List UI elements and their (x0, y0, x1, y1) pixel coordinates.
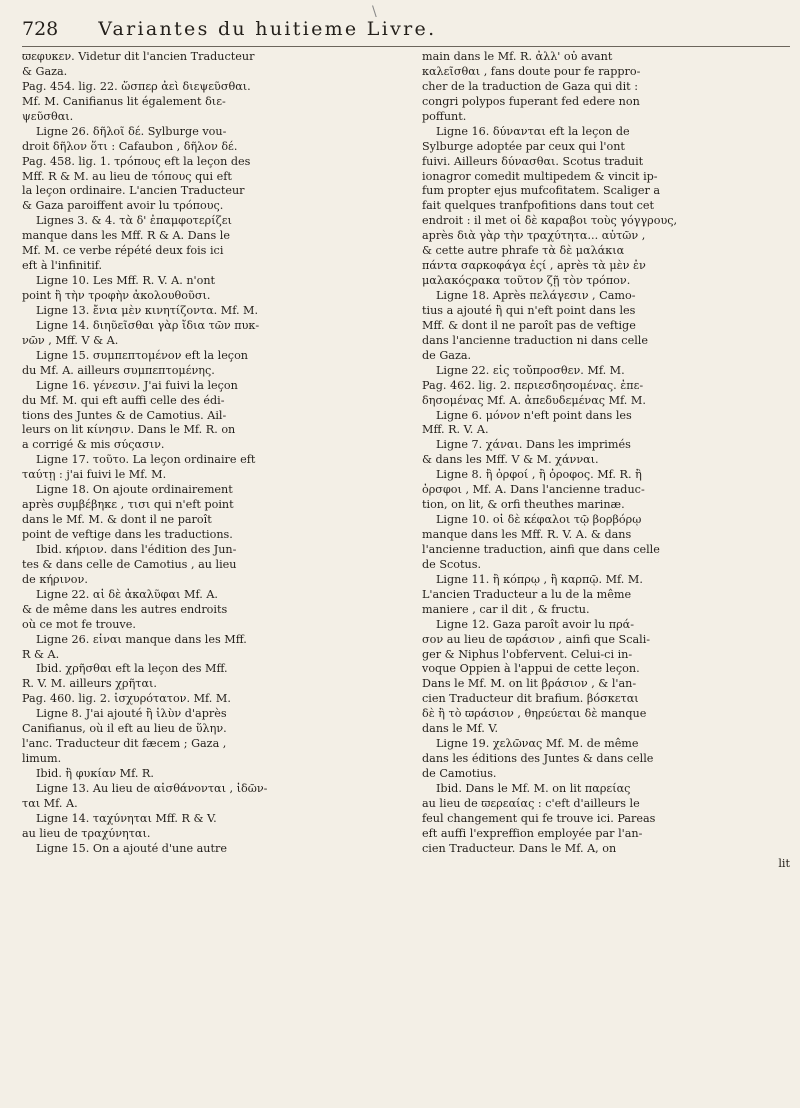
text-line: cher de la traduction de Gaza qui dit : (422, 79, 638, 93)
text-line: Mff. & dont il ne paroît pas de veftige (422, 318, 636, 332)
text-line: Ligne 19. χελῶνας Mf. M. de même (436, 737, 639, 751)
text-line: fuivi. Ailleurs δύνασθαι. Scotus traduit (422, 154, 644, 168)
text-line: maniere , car il dit , & fructu. (422, 602, 590, 616)
text-line: Mff. R & M. au lieu de τόπους qui eft (22, 169, 232, 183)
running-header (22, 18, 790, 40)
text-line: & dans les Mff. V & M. χάνναι. (422, 453, 599, 467)
text-line: Ligne 14. ταχύνηται Mff. R & V. (36, 811, 217, 825)
text-line: cien Traducteur. Dans le Mf. A, on (422, 841, 617, 855)
text-line: du Mf. M. qui eft auffi celle des édi- (22, 393, 225, 407)
text-line: Ligne 7. χάναι. Dans les imprimés (436, 438, 631, 452)
header-rule (22, 46, 790, 47)
text-line: Mf. M. Canifianus lit également διε- (22, 94, 226, 108)
text-line: Mf. M. ce verbe répété deux fois ici (22, 244, 224, 258)
text-line: Pag. 454. lig. 22. ὥσπερ ἀεὶ διεψεῦσθαι. (22, 79, 251, 93)
text-line: après συμβέβηκε , τισι qui n'eft point (22, 498, 234, 512)
text-line: main dans le Mf. R. ἀλλ' οὐ avant (422, 50, 613, 63)
text-line: Ligne 22. εἰς τοὔπροσθεν. Mf. M. (436, 363, 625, 377)
text-line: eft à l'infinitif. (22, 259, 103, 273)
text-line: l'ancienne traduction, ainfi que dans celle (422, 542, 660, 556)
left-column (22, 50, 390, 857)
text-line: tion, on lit, & orfi theuthes marinæ. (422, 498, 625, 512)
text-line: manque dans les Mff. R & A. Dans le (22, 229, 231, 243)
text-line: Lignes 3. & 4. τὰ δ' ἐπαμφοτερίζει (36, 214, 232, 228)
text-line: fum propter ejus mufcofitatem. Scaliger a (422, 184, 661, 198)
page-number: 728 (22, 18, 59, 40)
text-line: feul changement qui fe trouve ici. Pareas (422, 811, 656, 825)
text-line: Ligne 14. διηῦεῖσθαι γὰρ ἴδια τῶν πυκ- (36, 318, 260, 332)
text-line: Pag. 462. lig. 2. περιεσδησομένας. ἐπε- (422, 378, 644, 392)
text-line: de Camotius. (422, 767, 497, 780)
text-line: poffunt. (422, 109, 467, 123)
text-line: point de veftige dans les traductions. (22, 528, 233, 541)
text-line: Ligne 13. Au lieu de αἰσθάνονται , ἰδῶν- (36, 781, 268, 795)
text-line: où ce mot fe trouve. (22, 617, 136, 631)
text-line: Ibid. ἢ φυκίαν Mf. R. (36, 767, 154, 780)
text-line: fait quelques tranfpofitions dans tout cet (422, 199, 655, 213)
text-line: Ligne 15. On a ajouté d'une autre (36, 841, 227, 855)
text-line: δησομένας Mf. A. ἀπεδυδεμένας Mf. M. (422, 393, 646, 407)
text-line: Ligne 26. δῆλοῖ δέ. Sylburge vou- (36, 124, 227, 138)
text-line: manque dans les Mff. R. V. A. & dans (422, 528, 632, 541)
text-line: Ligne 18. Après πελάγεσιν , Camo- (436, 289, 636, 302)
right-column (422, 50, 790, 872)
text-line: Ligne 11. ἢ κόπρῳ , ἢ καρπῷ. Mf. M. (436, 572, 643, 586)
text-line: Ligne 8. J'ai ajouté ἢ ἰλὺν d'après (36, 707, 227, 721)
text-line: Ibid. χρῆσθαι eft la leçon des Mff. (36, 662, 228, 676)
text-line: ταύτῃ : j'ai fuivi le Mf. M. (22, 468, 167, 482)
text-line: de Scotus. (422, 557, 482, 571)
text-line: Ligne 10. Les Mff. R. V. A. n'ont (36, 274, 216, 288)
text-line: point ἢ τὴν τροφὴν ἀκολουθοῦσι. (22, 289, 211, 302)
text-line: L'ancien Traducteur a lu de la même (422, 587, 632, 601)
text-line: Mff. R. V. A. (422, 423, 489, 437)
text-line: Ligne 22. αἱ δὲ ἀκαλῦφαι Mf. A. (36, 587, 218, 601)
text-line: & cette autre phrafe τὰ δὲ μαλάκια (422, 244, 625, 258)
text-line: Ligne 15. συμπεπτομένον eft la leçon (36, 348, 249, 362)
text-line: tions des Juntes & de Camotius. Ail- (22, 408, 227, 422)
text-line: a corrigé & mis σύςασιν. (22, 438, 165, 452)
text-line: ionagror comedit multipedem & vincit ip- (422, 169, 658, 183)
text-line: tius a ajouté ἢ qui n'eft point dans les (422, 303, 636, 317)
text-line: Ligne 16. γένεσιν. J'ai fuivi la leçon (36, 378, 238, 392)
text-line: dans les éditions des Juntes & dans celle (422, 752, 654, 766)
text-line: lit (778, 856, 790, 870)
text-line: νῶν , Mff. V & A. (22, 333, 119, 347)
text-line: Canifianus, où il eft au lieu de ὕλην. (22, 722, 227, 736)
text-line: Ligne 10. οἱ δὲ κέφαλοι τῷ βορβόρῳ (436, 513, 642, 527)
text-line: voque Oppien à l'appui de cette leçon. (422, 662, 640, 676)
text-line: dans le Mf. V. (422, 722, 499, 736)
text-line: Ligne 6. μόνον n'eft point dans les (436, 408, 632, 422)
text-line: congri polypos fuperant fed edere non (422, 94, 640, 108)
text-line: eft auffi l'expreffion employée par l'an- (422, 826, 643, 840)
text-line: Ligne 18. On ajoute ordinairement (36, 483, 233, 497)
text-line: Ligne 26. εἶναι manque dans les Mff. (36, 632, 247, 646)
text-line: ται Mf. A. (22, 796, 78, 810)
text-line: R. V. M. ailleurs χρῆται. (22, 677, 157, 691)
text-line: Ligne 12. Gaza paroît avoir lu πρά- (436, 617, 634, 631)
text-line: Ligne 13. ἔνια μὲν κινητίζοντα. Mf. M. (36, 303, 259, 317)
text-line: l'anc. Traducteur dit fæcem ; Gaza , (22, 737, 227, 751)
text-line: καλεῖσθαι , fans doute pour fe rappro- (422, 64, 641, 78)
text-line: leurs on lit κίνησιν. Dans le Mf. R. on (22, 423, 236, 437)
text-line: ὀρσφοι , Mf. A. Dans l'ancienne traduc- (422, 483, 645, 497)
text-line: au lieu de ϖερεαίας : c'eft d'ailleurs le (422, 796, 640, 810)
text-line: du Mf. A. ailleurs συμπεπτομένης. (22, 363, 215, 377)
text-line: cien Traducteur dit brafium. βόσκεται (422, 692, 639, 706)
text-line: R & A. (22, 647, 60, 661)
text-line: ϖεφυκεν. Videtur dit l'ancien Traducteur (22, 50, 255, 63)
text-line: dans l'ancienne traduction ni dans celle (422, 333, 648, 347)
text-line: de κήρινον. (22, 572, 88, 586)
text-line: de Gaza. (422, 348, 472, 362)
text-line: Pag. 458. lig. 1. τρόπους eft la leçon des (22, 154, 251, 168)
text-line: ψεῦσθαι. (22, 109, 74, 123)
text-line: droit δῆλον ὅτι : Cafaubon , δῆλον δέ. (22, 139, 238, 153)
running-title: Variantes du huitieme Livre. (98, 18, 437, 40)
text-line: endroit : il met οἱ δὲ καραβοι τοὺς γόγγρους, (422, 214, 678, 228)
text-line: dans le Mf. M. & dont il ne paroît (22, 513, 212, 527)
text-line: & Gaza. (22, 64, 68, 78)
text-line: & Gaza paroiffent avoir lu τρόπους. (22, 199, 224, 213)
text-line: Ligne 8. ἢ ὀρφοί , ἢ ὀροφος. Mf. R. ἢ (436, 468, 642, 482)
text-line: après διὰ γὰρ τὴν τραχύτητα... αὐτῶν , (422, 229, 646, 243)
text-line: πάντα σαρκοφάγα ἐςί , après τὰ μὲν ἐν (422, 259, 646, 273)
text-line: Ligne 17. τοῦτο. La leçon ordinaire eft (36, 453, 256, 467)
text-line: σον au lieu de ϖράσιον , ainfi que Scali- (422, 632, 651, 646)
margin-mark: \ (372, 4, 377, 20)
text-line: μαλακόςρακα τοῦτον ζῇ τὸν τρόπον. (422, 274, 631, 288)
text-line: Ligne 16. δύνανται eft la leçon de (436, 124, 630, 138)
text-line: Pag. 460. lig. 2. ἰσχυρότατον. Mf. M. (22, 692, 231, 706)
text-line: & de même dans les autres endroits (22, 602, 228, 616)
text-line: Ibid. Dans le Mf. M. on lit παρείας (436, 781, 631, 795)
text-line: Dans le Mf. M. on lit βράσιον , & l'an- (422, 677, 637, 691)
text-line: au lieu de τραχύνηται. (22, 826, 151, 840)
text-line: limum. (22, 752, 62, 766)
text-line: ger & Niphus l'obfervent. Celui-ci in- (422, 647, 633, 661)
text-line: δὲ ἢ τὸ ϖράσιον , θηρεύεται δὲ manque (422, 707, 647, 721)
text-line: Sylburge adoptée par ceux qui l'ont (422, 139, 625, 153)
text-line: tes & dans celle de Camotius , au lieu (22, 557, 237, 571)
text-line: la leçon ordinaire. L'ancien Traducteur (22, 184, 245, 198)
text-line: Ibid. κήριον. dans l'édition des Jun- (36, 542, 237, 556)
